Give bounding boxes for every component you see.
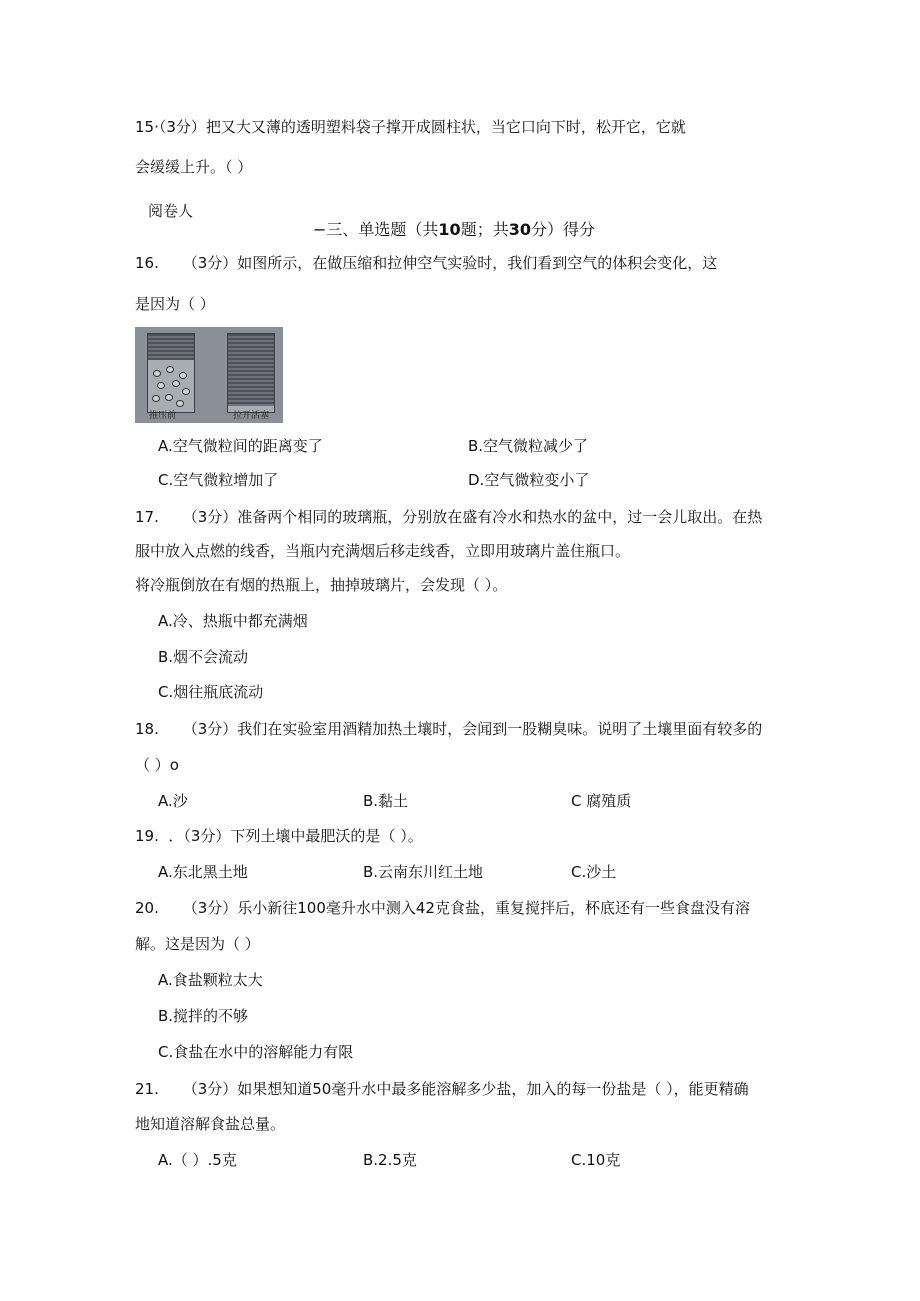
q18-line-1: 18. （3分）我们在实验室用酒精加热土壤时，会闻到一股糊臭味。说明了土壤里面有较多的	[135, 720, 763, 738]
q17-option-b: B.烟不会流动	[158, 648, 249, 666]
section-title-end: 分）得分	[530, 220, 595, 239]
section-title-start: −三、单选题（共	[313, 220, 439, 239]
section-total-points: 30	[508, 220, 531, 239]
q16-line-2: 是因为（ ）	[135, 295, 215, 313]
q19-option-a: A.东北黑土地	[158, 863, 248, 881]
q17-line-1: 17. （3分）准备两个相同的玻璃瓶，分别放在盛有冷水和热水的盆中，过一会儿取出。在热	[135, 508, 763, 526]
q17-option-c: C.烟往瓶底流动	[158, 683, 264, 701]
q20-option-a: A.食盐颗粒太大	[158, 971, 263, 989]
q21-option-c: C.10克	[571, 1151, 621, 1169]
q21-option-b: B.2.5克	[363, 1151, 417, 1169]
q18-option-b: B.黏土	[363, 792, 409, 810]
figure-caption-right: 拉开活塞	[233, 411, 270, 421]
section-title	[313, 220, 595, 240]
q19-option-b: B.云南东川红土地	[363, 863, 484, 881]
q20-line-2: 解。这是因为（ ）	[135, 935, 260, 953]
q16-line-1: 16. （3分）如图所示，在做压缩和拉伸空气实验时，我们看到空气的体积会变化，这	[135, 254, 718, 272]
q15-line-1: 15·（3分）把又大又薄的透明塑料袋子撑开成圆柱状，当它口向下时，松开它，它就	[135, 118, 686, 136]
q16-option-d: D.空气微粒变小了	[468, 471, 590, 489]
stretched-syringe	[227, 333, 275, 413]
q19-option-c: C.沙土	[571, 863, 617, 881]
q18-line-2: （ ）o	[135, 756, 179, 774]
section-title-mid: 题；共	[460, 220, 509, 239]
q16-option-a: A.空气微粒间的距离变了	[158, 437, 323, 455]
q17-option-a: A.冷、热瓶中都充满烟	[158, 612, 308, 630]
compressed-syringe	[147, 333, 195, 413]
figure-caption-left: 推压前	[149, 411, 177, 421]
q20-option-b: B.搅拌的不够	[158, 1007, 249, 1025]
q16-option-c: C.空气微粒增加了	[158, 471, 279, 489]
q20-option-c: C.食盐在水中的溶解能力有限	[158, 1043, 354, 1061]
q17-line-2: 服中放入点燃的线香，当瓶内充满烟后移走线香，立即用玻璃片盖住瓶口。	[135, 542, 631, 560]
q21-line-2: 地知道溶解食盐总量。	[135, 1115, 286, 1133]
q20-line-1: 20. （3分）乐小新往100毫升水中测入42克食盐，重复搅拌后，杯底还有一些食盘没有溶	[135, 899, 750, 917]
q19-line-1: 19. ．（3分）下列土壤中最肥沃的是（ ）。	[135, 827, 423, 845]
q16-option-b: B.空气微粒减少了	[468, 437, 589, 455]
q18-option-c: C 腐殖质	[571, 792, 632, 810]
q17-line-3: 将冷瓶倒放在有烟的热瓶上，抽掉玻璃片，会发现（ ）。	[135, 576, 508, 594]
q16-figure-compression-syringes	[135, 327, 283, 423]
q21-option-a: A.（ ）.5克	[158, 1151, 237, 1169]
section-question-count: 10	[438, 220, 461, 239]
q15-line-2: 会缓缓上升。（ ）	[135, 158, 253, 176]
grader-label: 阅卷人	[148, 202, 194, 220]
q21-line-1: 21. （3分）如果想知道50毫升水中最多能溶解多少盐，加入的每一份盐是（ ），能更精确	[135, 1080, 749, 1098]
q18-option-a: A.沙	[158, 792, 188, 810]
